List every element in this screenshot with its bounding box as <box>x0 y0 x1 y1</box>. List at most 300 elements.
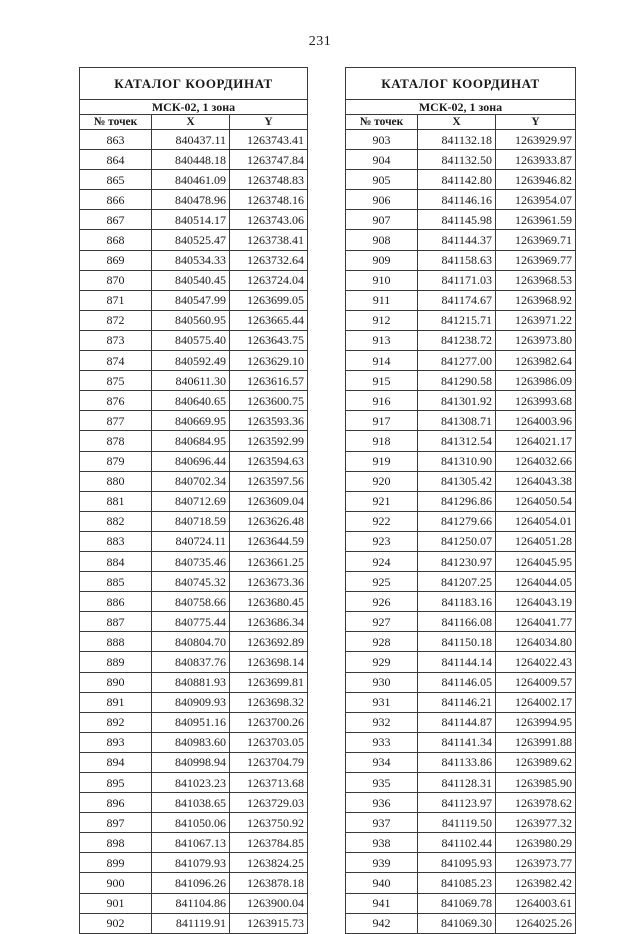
table-row <box>80 752 308 772</box>
x-coordinate-cell: 841067.13 <box>152 833 230 853</box>
column-header-point-number: № точек <box>80 115 152 130</box>
x-coordinate-cell: 841023.23 <box>152 773 230 793</box>
point-number-cell: 912 <box>346 310 418 330</box>
x-coordinate-cell: 841296.86 <box>418 491 496 511</box>
point-number-cell: 874 <box>80 351 152 371</box>
column-header-x: X <box>418 115 496 130</box>
right-table-body <box>346 130 576 934</box>
table-row <box>80 833 308 853</box>
point-number-cell: 915 <box>346 371 418 391</box>
y-coordinate-cell: 1263978.62 <box>496 793 576 813</box>
point-number-cell: 865 <box>80 170 152 190</box>
table-row <box>80 310 308 330</box>
table-row <box>346 913 576 933</box>
point-number-cell: 916 <box>346 391 418 411</box>
x-coordinate-cell: 840575.40 <box>152 330 230 350</box>
y-coordinate-cell: 1264051.28 <box>496 531 576 551</box>
x-coordinate-cell: 841142.80 <box>418 170 496 190</box>
y-coordinate-cell: 1264009.57 <box>496 672 576 692</box>
point-number-cell: 906 <box>346 190 418 210</box>
y-coordinate-cell: 1263703.05 <box>230 732 308 752</box>
table-row <box>80 773 308 793</box>
catalog-zone: МСК-02, 1 зона <box>80 100 308 115</box>
point-number-cell: 931 <box>346 692 418 712</box>
table-row <box>346 773 576 793</box>
y-coordinate-cell: 1263824.25 <box>230 853 308 873</box>
table-row <box>80 491 308 511</box>
y-coordinate-cell: 1263878.18 <box>230 873 308 893</box>
table-row <box>80 612 308 632</box>
point-number-cell: 939 <box>346 853 418 873</box>
y-coordinate-cell: 1263698.32 <box>230 692 308 712</box>
table-row <box>346 551 576 571</box>
y-coordinate-cell: 1263985.90 <box>496 773 576 793</box>
table-row <box>346 893 576 913</box>
x-coordinate-cell: 841050.06 <box>152 813 230 833</box>
table-row <box>80 853 308 873</box>
table-row <box>346 853 576 873</box>
y-coordinate-cell: 1263747.84 <box>230 150 308 170</box>
y-coordinate-cell: 1264003.61 <box>496 893 576 913</box>
y-coordinate-cell: 1263738.41 <box>230 230 308 250</box>
point-number-cell: 919 <box>346 451 418 471</box>
point-number-cell: 917 <box>346 411 418 431</box>
table-row <box>346 491 576 511</box>
table-row <box>346 692 576 712</box>
point-number-cell: 923 <box>346 531 418 551</box>
table-row <box>80 551 308 571</box>
table-row <box>80 592 308 612</box>
x-coordinate-cell: 841096.26 <box>152 873 230 893</box>
table-row <box>80 130 308 150</box>
point-number-cell: 899 <box>80 853 152 873</box>
table-row <box>80 652 308 672</box>
x-coordinate-cell: 840951.16 <box>152 712 230 732</box>
x-coordinate-cell: 841277.00 <box>418 351 496 371</box>
x-coordinate-cell: 840718.59 <box>152 511 230 531</box>
table-row <box>346 330 576 350</box>
x-coordinate-cell: 841308.71 <box>418 411 496 431</box>
x-coordinate-cell: 841146.16 <box>418 190 496 210</box>
x-coordinate-cell: 841144.87 <box>418 712 496 732</box>
y-coordinate-cell: 1264043.38 <box>496 471 576 491</box>
x-coordinate-cell: 841150.18 <box>418 632 496 652</box>
table-row <box>80 330 308 350</box>
y-coordinate-cell: 1263743.41 <box>230 130 308 150</box>
x-coordinate-cell: 840745.32 <box>152 572 230 592</box>
y-coordinate-cell: 1263699.05 <box>230 290 308 310</box>
table-row <box>80 813 308 833</box>
point-number-cell: 887 <box>80 612 152 632</box>
table-row <box>346 531 576 551</box>
table-row <box>346 672 576 692</box>
x-coordinate-cell: 841123.97 <box>418 793 496 813</box>
table-row <box>346 190 576 210</box>
point-number-cell: 941 <box>346 893 418 913</box>
y-coordinate-cell: 1263616.57 <box>230 371 308 391</box>
y-coordinate-cell: 1263729.03 <box>230 793 308 813</box>
x-coordinate-cell: 840611.30 <box>152 371 230 391</box>
y-coordinate-cell: 1264022.43 <box>496 652 576 672</box>
y-coordinate-cell: 1263968.92 <box>496 290 576 310</box>
table-row <box>80 170 308 190</box>
point-number-cell: 870 <box>80 270 152 290</box>
column-header-y: Y <box>496 115 576 130</box>
point-number-cell: 942 <box>346 913 418 933</box>
y-coordinate-cell: 1263977.32 <box>496 813 576 833</box>
point-number-cell: 920 <box>346 471 418 491</box>
table-row <box>346 230 576 250</box>
table-row <box>346 511 576 531</box>
point-number-cell: 883 <box>80 531 152 551</box>
table-row <box>346 592 576 612</box>
y-coordinate-cell: 1263692.89 <box>230 632 308 652</box>
table-row <box>80 511 308 531</box>
x-coordinate-cell: 840461.09 <box>152 170 230 190</box>
y-coordinate-cell: 1264021.17 <box>496 431 576 451</box>
point-number-cell: 940 <box>346 873 418 893</box>
y-coordinate-cell: 1263969.77 <box>496 250 576 270</box>
y-coordinate-cell: 1263698.14 <box>230 652 308 672</box>
table-row <box>346 371 576 391</box>
y-coordinate-cell: 1263748.83 <box>230 170 308 190</box>
point-number-cell: 893 <box>80 732 152 752</box>
x-coordinate-cell: 841069.78 <box>418 893 496 913</box>
x-coordinate-cell: 840478.96 <box>152 190 230 210</box>
table-row <box>80 672 308 692</box>
x-coordinate-cell: 841144.37 <box>418 230 496 250</box>
point-number-cell: 894 <box>80 752 152 772</box>
point-number-cell: 878 <box>80 431 152 451</box>
point-number-cell: 868 <box>80 230 152 250</box>
x-coordinate-cell: 841146.05 <box>418 672 496 692</box>
x-coordinate-cell: 840724.11 <box>152 531 230 551</box>
point-number-cell: 918 <box>346 431 418 451</box>
table-row <box>80 793 308 813</box>
y-coordinate-cell: 1263680.45 <box>230 592 308 612</box>
point-number-cell: 867 <box>80 210 152 230</box>
y-coordinate-cell: 1263594.63 <box>230 451 308 471</box>
x-coordinate-cell: 841119.91 <box>152 913 230 933</box>
table-row <box>346 652 576 672</box>
table-row <box>80 632 308 652</box>
x-coordinate-cell: 840525.47 <box>152 230 230 250</box>
point-number-cell: 863 <box>80 130 152 150</box>
point-number-cell: 935 <box>346 773 418 793</box>
x-coordinate-cell: 840758.66 <box>152 592 230 612</box>
x-coordinate-cell: 841305.42 <box>418 471 496 491</box>
table-row <box>346 752 576 772</box>
point-number-cell: 897 <box>80 813 152 833</box>
x-coordinate-cell: 841301.92 <box>418 391 496 411</box>
table-row <box>346 451 576 471</box>
table-row <box>80 351 308 371</box>
y-coordinate-cell: 1263661.25 <box>230 551 308 571</box>
point-number-cell: 933 <box>346 732 418 752</box>
table-row <box>80 210 308 230</box>
page-number: 231 <box>308 34 332 49</box>
point-number-cell: 932 <box>346 712 418 732</box>
y-coordinate-cell: 1264043.19 <box>496 592 576 612</box>
table-row <box>80 893 308 913</box>
y-coordinate-cell: 1263643.75 <box>230 330 308 350</box>
y-coordinate-cell: 1263946.82 <box>496 170 576 190</box>
y-coordinate-cell: 1264041.77 <box>496 612 576 632</box>
x-coordinate-cell: 841230.97 <box>418 551 496 571</box>
point-number-cell: 881 <box>80 491 152 511</box>
point-number-cell: 888 <box>80 632 152 652</box>
y-coordinate-cell: 1263784.85 <box>230 833 308 853</box>
y-coordinate-cell: 1263989.62 <box>496 752 576 772</box>
y-coordinate-cell: 1263686.34 <box>230 612 308 632</box>
table-row <box>346 471 576 491</box>
point-number-cell: 934 <box>346 752 418 772</box>
y-coordinate-cell: 1263609.04 <box>230 491 308 511</box>
x-coordinate-cell: 840909.93 <box>152 692 230 712</box>
point-number-cell: 905 <box>346 170 418 190</box>
x-coordinate-cell: 841038.65 <box>152 793 230 813</box>
x-coordinate-cell: 841085.23 <box>418 873 496 893</box>
table-row <box>346 793 576 813</box>
x-coordinate-cell: 840881.93 <box>152 672 230 692</box>
x-coordinate-cell: 841079.93 <box>152 853 230 873</box>
point-number-cell: 929 <box>346 652 418 672</box>
point-number-cell: 873 <box>80 330 152 350</box>
point-number-cell: 896 <box>80 793 152 813</box>
point-number-cell: 914 <box>346 351 418 371</box>
table-row <box>346 833 576 853</box>
x-coordinate-cell: 841174.67 <box>418 290 496 310</box>
table-row <box>346 612 576 632</box>
table-row <box>80 431 308 451</box>
y-coordinate-cell: 1263973.80 <box>496 330 576 350</box>
point-number-cell: 876 <box>80 391 152 411</box>
y-coordinate-cell: 1263900.04 <box>230 893 308 913</box>
point-number-cell: 938 <box>346 833 418 853</box>
x-coordinate-cell: 840592.49 <box>152 351 230 371</box>
x-coordinate-cell: 841141.34 <box>418 732 496 752</box>
x-coordinate-cell: 841132.50 <box>418 150 496 170</box>
y-coordinate-cell: 1263750.92 <box>230 813 308 833</box>
y-coordinate-cell: 1263593.36 <box>230 411 308 431</box>
table-row <box>346 351 576 371</box>
x-coordinate-cell: 840669.95 <box>152 411 230 431</box>
x-coordinate-cell: 840804.70 <box>152 632 230 652</box>
table-row <box>80 913 308 933</box>
point-number-cell: 866 <box>80 190 152 210</box>
x-coordinate-cell: 841095.93 <box>418 853 496 873</box>
y-coordinate-cell: 1264032.66 <box>496 451 576 471</box>
point-number-cell: 904 <box>346 150 418 170</box>
table-row <box>80 270 308 290</box>
y-coordinate-cell: 1264025.26 <box>496 913 576 933</box>
point-number-cell: 871 <box>80 290 152 310</box>
y-coordinate-cell: 1263954.07 <box>496 190 576 210</box>
y-coordinate-cell: 1264044.05 <box>496 572 576 592</box>
y-coordinate-cell: 1263597.56 <box>230 471 308 491</box>
table-row <box>80 471 308 491</box>
x-coordinate-cell: 840983.60 <box>152 732 230 752</box>
y-coordinate-cell: 1263673.36 <box>230 572 308 592</box>
y-coordinate-cell: 1263971.22 <box>496 310 576 330</box>
y-coordinate-cell: 1264034.80 <box>496 632 576 652</box>
y-coordinate-cell: 1264045.95 <box>496 551 576 571</box>
table-row <box>346 150 576 170</box>
x-coordinate-cell: 841279.66 <box>418 511 496 531</box>
x-coordinate-cell: 840775.44 <box>152 612 230 632</box>
left-table-body <box>80 130 308 934</box>
x-coordinate-cell: 840702.34 <box>152 471 230 491</box>
y-coordinate-cell: 1264002.17 <box>496 692 576 712</box>
column-header-x: X <box>152 115 230 130</box>
point-number-cell: 875 <box>80 371 152 391</box>
table-row <box>346 873 576 893</box>
y-coordinate-cell: 1263993.68 <box>496 391 576 411</box>
table-row <box>80 873 308 893</box>
point-number-cell: 891 <box>80 692 152 712</box>
y-coordinate-cell: 1263592.99 <box>230 431 308 451</box>
table-row <box>346 270 576 290</box>
y-coordinate-cell: 1263929.97 <box>496 130 576 150</box>
table-row <box>80 572 308 592</box>
y-coordinate-cell: 1264050.54 <box>496 491 576 511</box>
y-coordinate-cell: 1263994.95 <box>496 712 576 732</box>
x-coordinate-cell: 841069.30 <box>418 913 496 933</box>
point-number-cell: 911 <box>346 290 418 310</box>
x-coordinate-cell: 841166.08 <box>418 612 496 632</box>
y-coordinate-cell: 1263933.87 <box>496 150 576 170</box>
catalog-zone: МСК-02, 1 зона <box>346 100 576 115</box>
table-row <box>80 531 308 551</box>
y-coordinate-cell: 1263991.88 <box>496 732 576 752</box>
y-coordinate-cell: 1263748.16 <box>230 190 308 210</box>
x-coordinate-cell: 840837.76 <box>152 652 230 672</box>
point-number-cell: 910 <box>346 270 418 290</box>
x-coordinate-cell: 840684.95 <box>152 431 230 451</box>
x-coordinate-cell: 841128.31 <box>418 773 496 793</box>
table-row <box>346 411 576 431</box>
table-row <box>346 130 576 150</box>
point-number-cell: 901 <box>80 893 152 913</box>
point-number-cell: 879 <box>80 451 152 471</box>
point-number-cell: 892 <box>80 712 152 732</box>
point-number-cell: 898 <box>80 833 152 853</box>
y-coordinate-cell: 1263600.75 <box>230 391 308 411</box>
table-row <box>346 310 576 330</box>
x-coordinate-cell: 840735.46 <box>152 551 230 571</box>
x-coordinate-cell: 840437.11 <box>152 130 230 150</box>
x-coordinate-cell: 841145.98 <box>418 210 496 230</box>
y-coordinate-cell: 1263743.06 <box>230 210 308 230</box>
table-row <box>80 371 308 391</box>
point-number-cell: 924 <box>346 551 418 571</box>
table-row <box>80 190 308 210</box>
table-row <box>80 692 308 712</box>
x-coordinate-cell: 840696.44 <box>152 451 230 471</box>
point-number-cell: 930 <box>346 672 418 692</box>
y-coordinate-cell: 1263961.59 <box>496 210 576 230</box>
point-number-cell: 864 <box>80 150 152 170</box>
y-coordinate-cell: 1263700.26 <box>230 712 308 732</box>
x-coordinate-cell: 841290.58 <box>418 371 496 391</box>
point-number-cell: 903 <box>346 130 418 150</box>
y-coordinate-cell: 1263915.73 <box>230 913 308 933</box>
table-row <box>80 411 308 431</box>
x-coordinate-cell: 841207.25 <box>418 572 496 592</box>
y-coordinate-cell: 1264054.01 <box>496 511 576 531</box>
left-coordinate-catalog <box>79 67 308 934</box>
point-number-cell: 882 <box>80 511 152 531</box>
point-number-cell: 900 <box>80 873 152 893</box>
x-coordinate-cell: 840534.33 <box>152 250 230 270</box>
x-coordinate-cell: 841250.07 <box>418 531 496 551</box>
point-number-cell: 908 <box>346 230 418 250</box>
x-coordinate-cell: 841104.86 <box>152 893 230 913</box>
point-number-cell: 902 <box>80 913 152 933</box>
table-row <box>346 391 576 411</box>
point-number-cell: 880 <box>80 471 152 491</box>
table-row <box>346 170 576 190</box>
y-coordinate-cell: 1263969.71 <box>496 230 576 250</box>
y-coordinate-cell: 1263980.29 <box>496 833 576 853</box>
point-number-cell: 927 <box>346 612 418 632</box>
x-coordinate-cell: 841238.72 <box>418 330 496 350</box>
y-coordinate-cell: 1263699.81 <box>230 672 308 692</box>
y-coordinate-cell: 1263732.64 <box>230 250 308 270</box>
x-coordinate-cell: 841144.14 <box>418 652 496 672</box>
x-coordinate-cell: 841133.86 <box>418 752 496 772</box>
x-coordinate-cell: 841215.71 <box>418 310 496 330</box>
x-coordinate-cell: 841312.54 <box>418 431 496 451</box>
y-coordinate-cell: 1263968.53 <box>496 270 576 290</box>
point-number-cell: 872 <box>80 310 152 330</box>
table-row <box>346 431 576 451</box>
x-coordinate-cell: 841310.90 <box>418 451 496 471</box>
point-number-cell: 877 <box>80 411 152 431</box>
point-number-cell: 937 <box>346 813 418 833</box>
y-coordinate-cell: 1264003.96 <box>496 411 576 431</box>
y-coordinate-cell: 1263665.44 <box>230 310 308 330</box>
y-coordinate-cell: 1263986.09 <box>496 371 576 391</box>
point-number-cell: 936 <box>346 793 418 813</box>
y-coordinate-cell: 1263629.10 <box>230 351 308 371</box>
x-coordinate-cell: 840547.99 <box>152 290 230 310</box>
y-coordinate-cell: 1263973.77 <box>496 853 576 873</box>
x-coordinate-cell: 841119.50 <box>418 813 496 833</box>
point-number-cell: 895 <box>80 773 152 793</box>
point-number-cell: 869 <box>80 250 152 270</box>
y-coordinate-cell: 1263982.64 <box>496 351 576 371</box>
y-coordinate-cell: 1263704.79 <box>230 752 308 772</box>
table-row <box>346 572 576 592</box>
x-coordinate-cell: 841171.03 <box>418 270 496 290</box>
point-number-cell: 907 <box>346 210 418 230</box>
y-coordinate-cell: 1263724.04 <box>230 270 308 290</box>
catalog-title: КАТАЛОГ КООРДИНАТ <box>346 68 576 100</box>
y-coordinate-cell: 1263982.42 <box>496 873 576 893</box>
table-row <box>346 813 576 833</box>
y-coordinate-cell: 1263713.68 <box>230 773 308 793</box>
table-row <box>346 250 576 270</box>
point-number-cell: 922 <box>346 511 418 531</box>
table-row <box>80 250 308 270</box>
table-row <box>80 451 308 471</box>
table-row <box>346 210 576 230</box>
table-row <box>80 391 308 411</box>
y-coordinate-cell: 1263644.59 <box>230 531 308 551</box>
point-number-cell: 925 <box>346 572 418 592</box>
table-row <box>346 712 576 732</box>
